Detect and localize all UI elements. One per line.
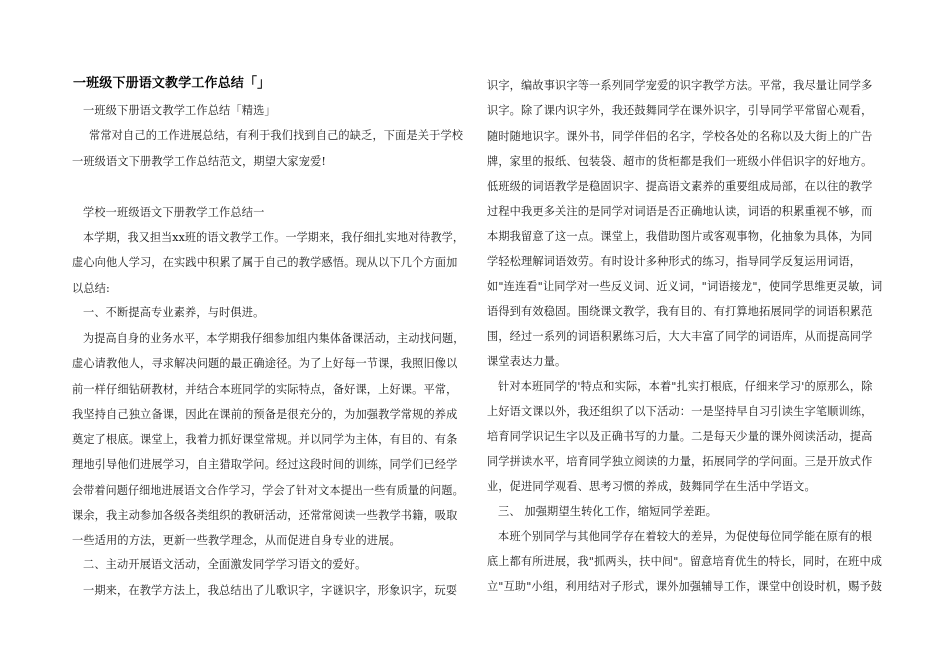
paragraph-line: 语得到有效稳固。围绕课文教学，我有目的、有打算地拓展同学的词语积累范	[487, 305, 873, 318]
section-heading: 二、主动开展语文活动，全面激发同学学习语文的爱好。	[83, 558, 367, 571]
paragraph-line: 本班个别同学与其他同学存在着较大的差异，为促使每位同学能在原有的根	[498, 530, 873, 543]
paragraph-line: 一期来，在教学方法上，我总结出了儿歌识字，字谜识字，形象识字，玩耍	[83, 584, 458, 597]
paragraph-line: 常常对自己的工作进展总结，有利于我们找到自己的缺乏，下面是关于学校	[89, 129, 464, 142]
paragraph-line: 过程中我更多关注的是同学对词语是否正确地认读，词语的积累重视不够，而	[487, 205, 873, 218]
paragraph-line: 会带着问题仔细地进展语文合作学习，学会了针对文本提出一些有质量的问题。	[72, 484, 464, 497]
paragraph-line: 底上都有所进展，我"抓两头，扶中间"。留意培育优生的特长，同时，在班中成	[487, 555, 883, 568]
paragraph-line: 奠定了根底。课堂上，我着力抓好课堂常规。并以同学为主体，有目的、有条	[72, 433, 458, 446]
paragraph-line: 课堂表达力量。	[487, 355, 567, 368]
paragraph-line: 一些适用的方法，更新一些教学理念，从而促进自身专业的进展。	[72, 534, 401, 547]
paragraph-line: 为提高自身的业务水平，本学期我仔细参加组内集体备课活动，主动找问题，	[83, 332, 465, 345]
paragraph-line: 立"互助"小组，利用结对子形式，课外加强辅导工作，课堂中创设时机，赐予鼓	[487, 580, 883, 593]
paragraph-line: 我坚持自己独立备课，因此在课前的预备是很充分的，为加强教学常规的养成	[72, 408, 458, 421]
document-title: 一班级下册语文教学工作总结「」	[73, 76, 271, 91]
paragraph-line: 牌，家里的报纸、包装袋、超市的货柜都是我们一班级小伴侣识字的好地方。	[487, 155, 873, 168]
section-heading: 一、不断提高专业素养，与时俱进。	[83, 306, 265, 319]
paragraph-line: 如"连连看"让同学对一些反义词、近义词，"词语接龙"，使同学思维更灵敏，词	[487, 280, 883, 293]
paragraph-line: 学轻松理解词语效劳。有时设计多种形式的练习，指导同学反复运用词语，	[487, 255, 862, 268]
paragraph-line: 低班级的词语教学是稳固识字、提高语文素养的重要组成局部，在以往的教学	[487, 180, 873, 193]
section-heading: 三、 加强期望生转化工作，缩短同学差距。	[498, 505, 718, 518]
paragraph-line: 业，促进同学观看、思考习惯的养成，鼓舞同学在生活中学语文。	[487, 480, 816, 493]
paragraph-line: 本期我留意了这一点。课堂上，我借助图片或客观事物，化抽象为具体，为同	[487, 230, 873, 243]
paragraph-line: 上好语文课以外，我还组织了以下活动：一是坚持早自习引读生字笔顺训练，	[487, 405, 873, 418]
paragraph-line: 虚心请教他人，寻求解决问题的最正确途径。为了上好每一节课，我照旧像以	[72, 357, 458, 370]
paragraph-line: 本学期，我又担当xx班的语文教学工作。一学期来，我仔细扎实地对待教学，	[83, 231, 465, 244]
paragraph-line: 虚心向他人学习，在实践中积累了属于自己的教学感悟。现从以下几个方面加	[72, 256, 458, 269]
paragraph-line: 前一样仔细钻研教材，并结合本班同学的实际特点，备好课，上好课。平常，	[72, 383, 458, 396]
subtitle-line: 一班级下册语文教学工作总结「精选」	[83, 104, 276, 117]
paragraph-line: 识字，编故事识字等一系列同学宠爱的识字教学方法。平常，我尽量让同学多	[487, 79, 873, 92]
paragraph-line: 一班级语文下册教学工作总结范文，期望大家宠爱!	[72, 155, 327, 168]
paragraph-line: 培育同学识记生字以及正确书写的力量。二是每天少量的课外阅读活动，提高	[487, 430, 873, 443]
paragraph-line: 以总结:	[72, 282, 110, 295]
paragraph-line: 围，经过一系列的词语积累练习后，大大丰富了同学的词语库，从而提高同学	[487, 330, 873, 343]
paragraph-line: 同学拼读水平，培育同学独立阅读的力量，拓展同学的学问面。三是开放式作	[487, 455, 873, 468]
paragraph-line: 课余，我主动参加各级各类组织的教研活动，还常常阅读一些教学书籍，吸取	[72, 509, 458, 522]
section-heading: 学校一班级语文下册教学工作总结一	[83, 206, 265, 219]
paragraph-line: 随时随地识字。课外书，同学伴侣的名字，学校各处的名称以及大街上的广告	[487, 130, 873, 143]
paragraph-line: 针对本班同学的'特点和实际，本着"扎实打根底，仔细来学习'的原那么，除	[498, 380, 873, 393]
paragraph-line: 识字。除了课内识字外，我还鼓舞同学在课外识字，引导同学平常留心观看，	[487, 104, 873, 117]
paragraph-line: 理地引导他们进展学习，自主猎取学问。经过这段时间的训练，同学们已经学	[72, 458, 458, 471]
